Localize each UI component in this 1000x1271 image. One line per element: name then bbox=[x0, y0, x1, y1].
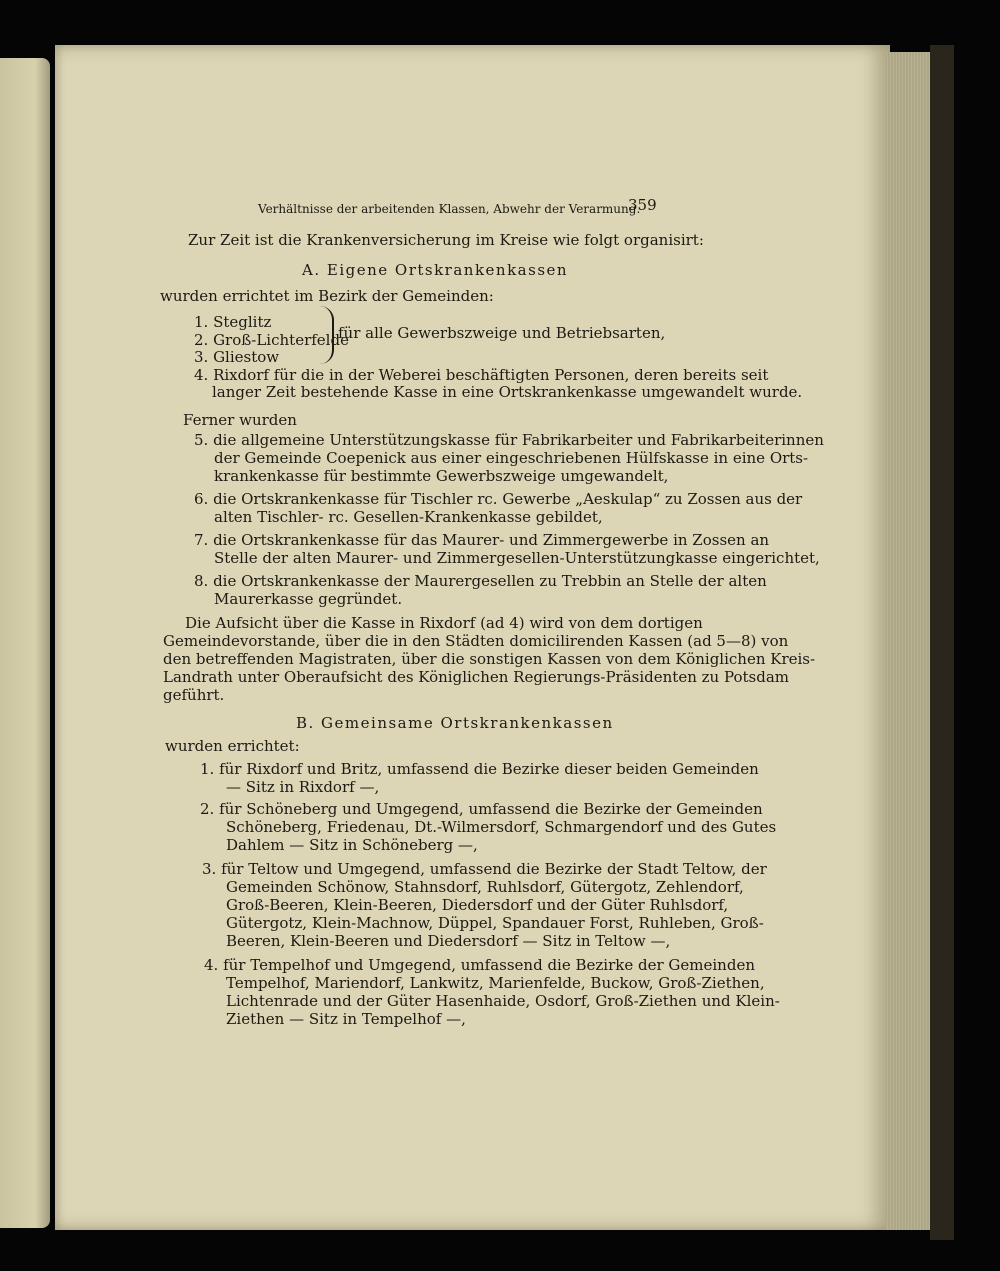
text-line: Zur Zeit ist die Krankenversicherung im Kreise wie folgt organisirt: bbox=[188, 231, 704, 249]
text-line: Groß-Beeren, Klein-Beeren, Diedersdorf und der Güter Ruhlsdorf, bbox=[226, 896, 729, 914]
text-line: Gemeinden Schönow, Stahnsdorf, Ruhlsdorf, Gütergotz, Zehlendorf, bbox=[226, 878, 744, 896]
section-heading-b: B. Gemeinsame Ortskrankenkassen bbox=[296, 714, 614, 732]
list-item: 2. Groß-Lichterfelde bbox=[194, 331, 349, 349]
text-line: Landrath unter Oberaufsicht des Königlichen Regierungs-Präsidenten zu Potsdam bbox=[163, 668, 789, 686]
text-line: der Gemeinde Coepenick aus einer eingeschriebenen Hülfskasse in eine Orts- bbox=[214, 449, 809, 467]
text-line: Beeren, Klein-Beeren und Diedersdorf — Sitz in Teltow —, bbox=[226, 932, 671, 950]
text-line: für alle Gewerbszweige und Betriebsarten, bbox=[338, 324, 666, 342]
list-item: 6. die Ortskrankenkasse für Tischler rc. Gewerbe „Aeskulap“ zu Zossen aus der bbox=[194, 490, 803, 508]
book-cover-edge bbox=[930, 45, 954, 1240]
text-line: krankenkasse für bestimmte Gewerbszweige umgewandelt, bbox=[214, 467, 669, 485]
text-line: wurden errichtet im Bezirk der Gemeinden: bbox=[160, 287, 494, 305]
list-item: 8. die Ortskrankenkasse der Maurergesellen zu Trebbin an Stelle der alten bbox=[194, 572, 767, 590]
text-line: Tempelhof, Mariendorf, Lankwitz, Marienfelde, Buckow, Groß-Ziethen, bbox=[226, 974, 765, 992]
text-line: den betreffenden Magistraten, über die sonstigen Kassen von dem Königlichen Kreis- bbox=[163, 650, 816, 668]
section-heading-a: A. Eigene Ortskrankenkassen bbox=[302, 261, 569, 279]
list-item: 4. für Tempelhof und Umgegend, umfassend die Bezirke der Gemeinden bbox=[204, 956, 755, 974]
text-line: Die Aufsicht über die Kasse in Rixdorf (ad 4) wird von dem dortigen bbox=[185, 614, 703, 632]
text-line: wurden errichtet: bbox=[165, 737, 300, 755]
list-item: 3. für Teltow und Umgegend, umfassend die Bezirke der Stadt Teltow, der bbox=[202, 860, 767, 878]
text-line: langer Zeit bestehende Kasse in eine Ortskrankenkasse umgewandelt wurde. bbox=[212, 383, 803, 401]
text-line: Stelle der alten Maurer- und Zimmergesellen-Unterstützungkasse eingerichtet, bbox=[214, 549, 820, 567]
left-page-edge bbox=[0, 58, 50, 1228]
text-line: Schöneberg, Friedenau, Dt.-Wilmersdorf, Schmargendorf und des Gutes bbox=[226, 818, 777, 836]
text-line: alten Tischler- rc. Gesellen-Krankenkasse gebildet, bbox=[214, 508, 603, 526]
curly-brace bbox=[318, 306, 334, 364]
list-item: 3. Gliestow bbox=[194, 348, 280, 366]
page-stack-edge bbox=[886, 52, 930, 1230]
running-header: Verhältnisse der arbeitenden Klassen, Abwehr der Verarmung. bbox=[258, 202, 641, 216]
list-item: 1. für Rixdorf und Britz, umfassend die Bezirke dieser beiden Gemeinden bbox=[200, 760, 759, 778]
list-item: 1. Steglitz bbox=[194, 313, 272, 331]
text-line: Ziethen — Sitz in Tempelhof —, bbox=[226, 1010, 466, 1028]
text-line: Maurerkasse gegründet. bbox=[214, 590, 403, 608]
list-item: 2. für Schöneberg und Umgegend, umfassend die Bezirke der Gemeinden bbox=[200, 800, 763, 818]
text-line: Lichtenrade und der Güter Hasenhaide, Osdorf, Groß-Ziethen und Klein- bbox=[226, 992, 780, 1010]
text-line: geführt. bbox=[163, 686, 225, 704]
text-line: Gütergotz, Klein-Machnow, Düppel, Spandauer Forst, Ruhleben, Groß- bbox=[226, 914, 764, 932]
text-line: Gemeindevorstande, über die in den Städten domicilirenden Kassen (ad 5—8) von bbox=[163, 632, 789, 650]
list-item: 7. die Ortskrankenkasse für das Maurer- und Zimmergewerbe in Zossen an bbox=[194, 531, 770, 549]
text-line: Ferner wurden bbox=[183, 411, 297, 429]
list-item: 5. die allgemeine Unterstützungskasse für Fabrikarbeiter und Fabrikarbeiterinnen bbox=[194, 431, 824, 449]
text-line: — Sitz in Rixdorf —, bbox=[226, 778, 380, 796]
list-item: 4. Rixdorf für die in der Weberei beschäftigten Personen, deren bereits seit bbox=[194, 366, 769, 384]
text-line: Dahlem — Sitz in Schöneberg —, bbox=[226, 836, 478, 854]
page-number: 359 bbox=[628, 196, 657, 214]
